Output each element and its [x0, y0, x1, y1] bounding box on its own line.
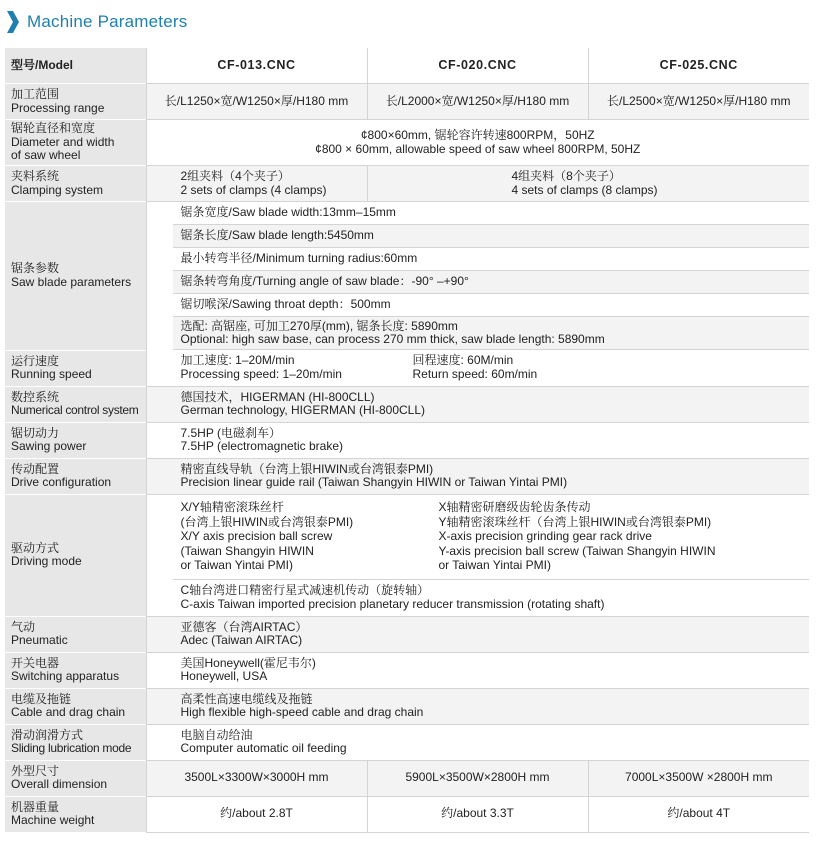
machine-weight-label: 机器重量 Machine weight — [5, 796, 146, 832]
model-3: CF-025.CNC — [588, 48, 809, 84]
overall-dimension-2: 5900L×3500W×2800H mm — [367, 760, 588, 796]
row-overall-dimension — [5, 760, 809, 796]
lubrication-label: 滑动润滑方式 Sliding lubrication mode — [5, 724, 146, 760]
driving-mode-xy — [173, 495, 810, 580]
lubrication-value: 电脑自动给油 Computer automatic oil feeding — [146, 724, 809, 760]
nc-system-value: 德国技术，HIGERMAN (HI-800CLL) German technology, HIGERMAN (HI-800CLL) — [146, 386, 809, 422]
switching-value: 美国Honeywell(霍尼韦尔) Honeywell, USA — [146, 652, 809, 688]
page-title: Machine Parameters — [27, 12, 188, 31]
chevron-right-icon — [7, 11, 19, 33]
running-speed-value: 加工速度: 1–20M/min Processing speed: 1–20m/min 回程速度: 60M/min Return speed: 60m/min — [146, 350, 809, 386]
overall-dimension-1: 3500L×3300W×3000H mm — [146, 760, 367, 796]
machine-weight-2: 约/about 3.3T — [367, 796, 588, 832]
parameters-table — [5, 47, 809, 833]
sawing-power-value: 7.5HP (电磁刹车） 7.5HP (electromagnetic brake) — [146, 422, 809, 458]
saw-blade-min-radius: 最小转弯半径/Minimum turning radius:60mm — [173, 248, 810, 271]
row-drive-configuration — [5, 458, 809, 494]
drive-configuration-label: 传动配置 Drive configuration — [5, 458, 146, 494]
row-model — [5, 48, 809, 84]
processing-range-label: 加工范围 Processing range — [5, 84, 146, 120]
processing-range-3: 长/L2500×宽/W1250×厚/H180 mm — [588, 84, 809, 120]
row-pneumatic — [5, 616, 809, 652]
processing-range-1: 长/L1250×宽/W1250×厚/H180 mm — [146, 84, 367, 120]
section-header — [7, 8, 187, 36]
row-clamping — [5, 166, 809, 202]
switching-label: 开关电器 Switching apparatus — [5, 652, 146, 688]
row-saw-blade — [5, 202, 809, 351]
row-machine-weight — [5, 796, 809, 832]
saw-blade-turning-angle: 锯条转弯角度/Turning angle of saw blade：-90° –+90° — [173, 271, 810, 294]
driving-mode-c-axis: C轴台湾进口精密行星式减速机传动（旋转轴） C-axis Taiwan imported precision planetary reducer transmission (rotating shaft) — [180, 583, 605, 611]
sawing-power-label: 锯切动力 Sawing power — [5, 422, 146, 458]
pneumatic-label: 气动 Pneumatic — [5, 616, 146, 652]
overall-dimension-3: 7000L×3500W ×2800H mm — [588, 760, 809, 796]
saw-blade-length: 锯条长度/Saw blade length:5450mm — [173, 225, 810, 248]
clamping-label: 夹料系统 Clamping system — [5, 166, 146, 202]
overall-dimension-label: 外型尺寸 Overall dimension — [5, 760, 146, 796]
model-label: 型号/Model — [5, 48, 146, 84]
machine-weight-1: 约/about 2.8T — [146, 796, 367, 832]
clamping-right: 4组夹料（8个夹子） 4 sets of clamps (8 clamps) — [367, 166, 809, 202]
saw-blade-throat-depth: 锯切喉深/Sawing throat depth：500mm — [173, 294, 810, 317]
saw-wheel-value: ¢800×60mm, 锯轮容许转速800RPM，50HZ ¢800 × 60mm, allowable speed of saw wheel 800RPM, 50HZ — [146, 120, 809, 166]
row-driving-mode — [5, 494, 809, 616]
model-2: CF-020.CNC — [367, 48, 588, 84]
driving-mode-left: X/Y轴精密滚珠丝杆 (台湾上银HIWIN或台湾银泰PMI) X/Y axis precision ball screw (Taiwan Shangyin HIWIN or Taiwan Yintai PMI) — [180, 500, 354, 573]
pneumatic-value: 亚德客（台湾AIRTAC） Adec (Taiwan AIRTAC) — [146, 616, 809, 652]
row-cable — [5, 688, 809, 724]
machine-weight-3: 约/about 4T — [588, 796, 809, 832]
row-switching — [5, 652, 809, 688]
clamping-left: 2组夹料（4个夹子） 2 sets of clamps (4 clamps) — [146, 166, 367, 202]
saw-blade-width: 锯条宽度/Saw blade width:13mm–15mm — [173, 202, 810, 225]
cable-label: 电缆及拖链 Cable and drag chain — [5, 688, 146, 724]
row-running-speed — [5, 350, 809, 386]
running-speed-label: 运行速度 Running speed — [5, 350, 146, 386]
nc-system-label: 数控系统 Numerical control system — [5, 386, 146, 422]
row-sawing-power — [5, 422, 809, 458]
row-processing-range — [5, 84, 809, 120]
saw-blade-label: 锯条参数 Saw blade parameters — [5, 202, 146, 351]
saw-wheel-label: 锯轮直径和宽度 Diameter and width of saw wheel — [5, 120, 146, 166]
model-1: CF-013.CNC — [146, 48, 367, 84]
row-saw-wheel — [5, 120, 809, 166]
saw-blade-values — [146, 202, 809, 351]
saw-blade-optional: 选配: 高锯座, 可加工270厚(mm), 锯条长度: 5890mm Optional: high saw base, can process 270 mm thick, saw blade length: 5890mm — [173, 317, 810, 350]
cable-value: 高柔性高速电缆线及拖链 High flexible high-speed cable and drag chain — [146, 688, 809, 724]
row-lubrication — [5, 724, 809, 760]
driving-mode-right: X轴精密研磨级齿轮齿条传动 Y轴精密滚珠丝杆（台湾上银HIWIN或台湾银泰PMI) X-axis precision grinding gear rack drive Y-axis precision ball screw (Taiwan Shangyin HIWIN or Taiwan Yintai PMI) — [438, 500, 716, 573]
driving-mode-value — [146, 494, 809, 616]
driving-mode-label: 驱动方式 Driving mode — [5, 494, 146, 616]
processing-range-2: 长/L2000×宽/W1250×厚/H180 mm — [367, 84, 588, 120]
drive-configuration-value: 精密直线导轨（台湾上银HIWIN或台湾银泰PMI) Precision linear guide rail (Taiwan Shangyin HIWIN or Taiwan Yintai PMI) — [146, 458, 809, 494]
row-nc-system — [5, 386, 809, 422]
